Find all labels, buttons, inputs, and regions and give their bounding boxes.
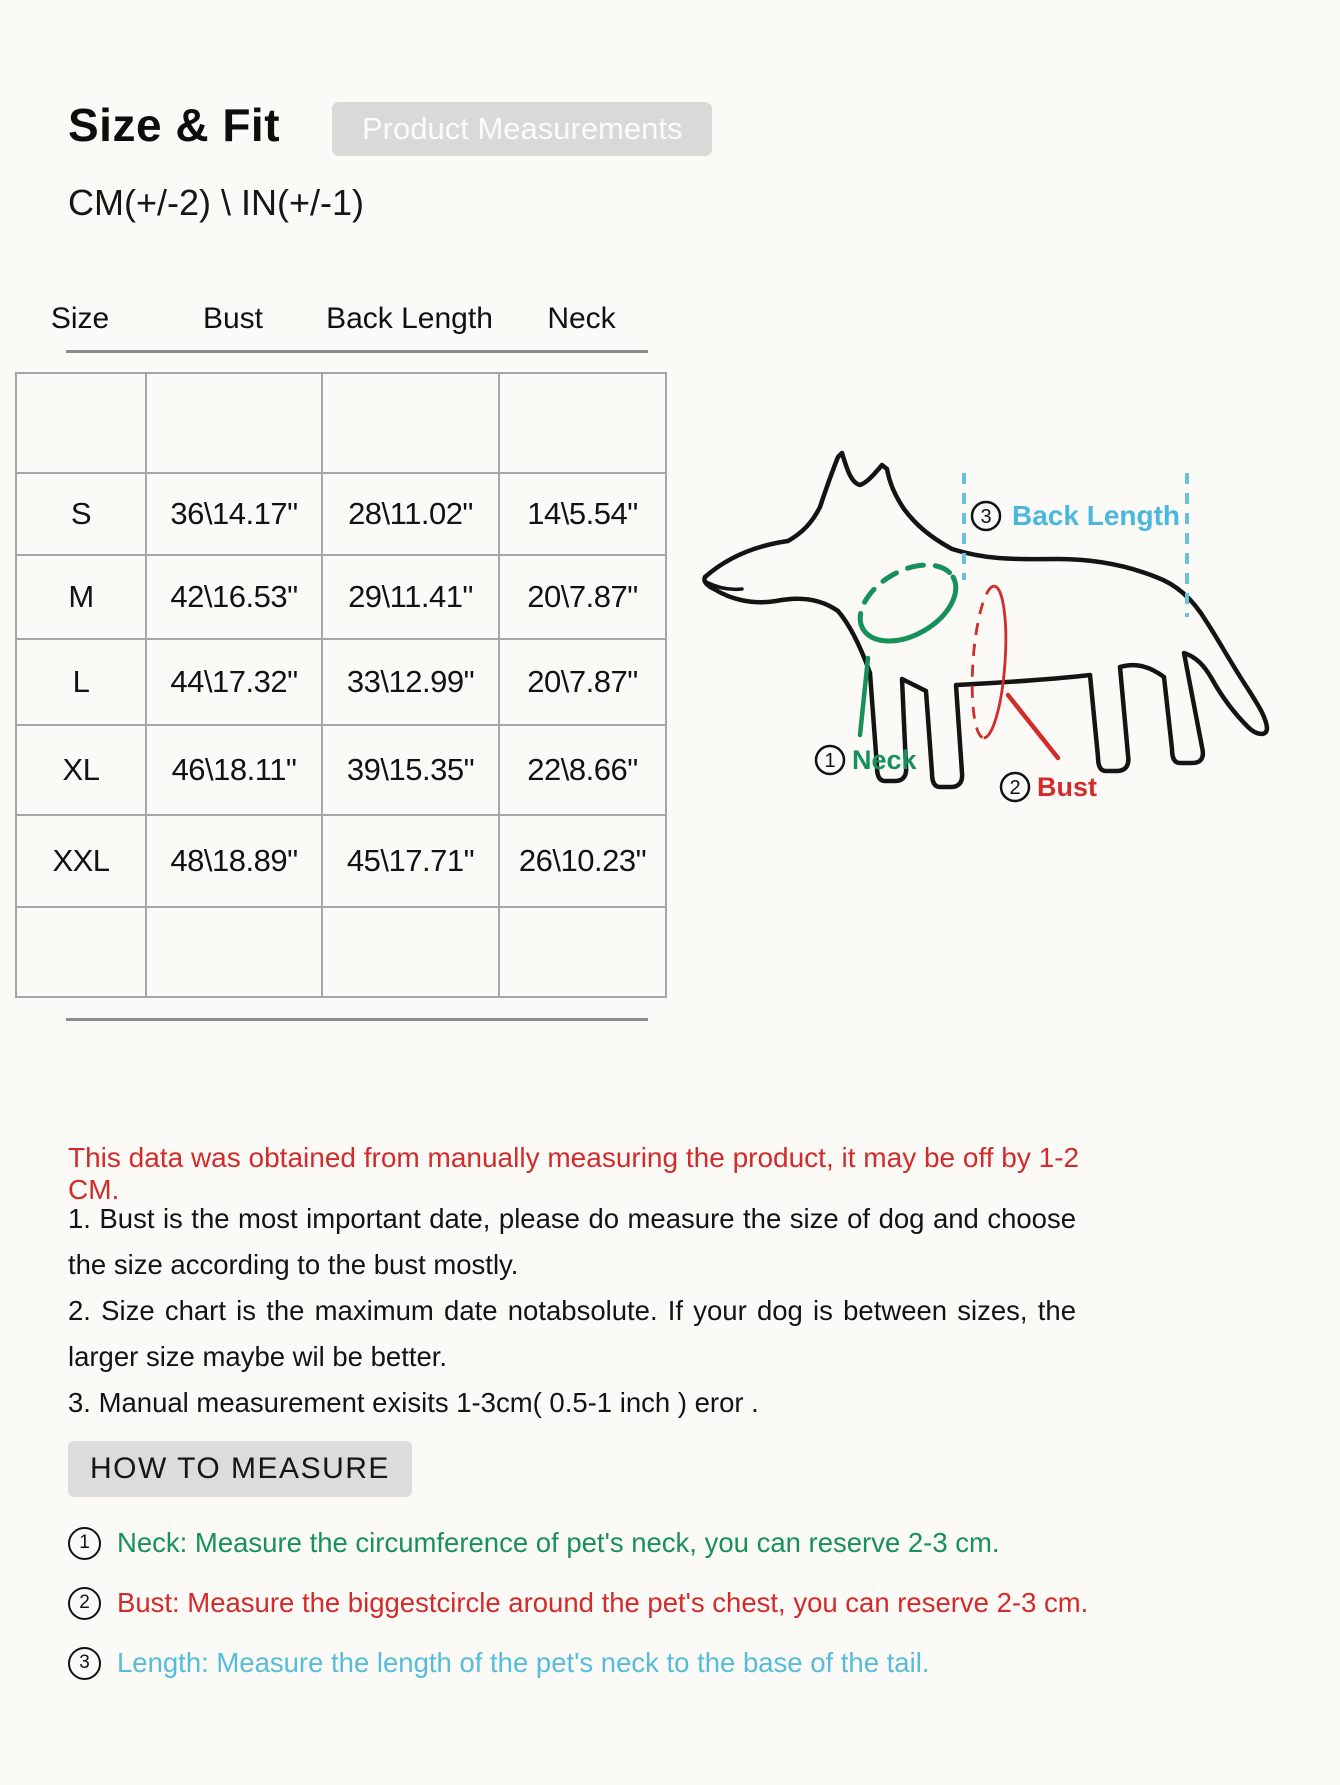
column-header-1: Bust: [202, 302, 264, 335]
table-row: [16, 555, 666, 639]
table-cell-bust: 44\17.32": [146, 639, 322, 725]
table-row: [16, 907, 666, 997]
measure-item-text: Bust: Measure the biggestcircle around the pet's chest, you can reserve 2-3 cm.: [117, 1587, 1089, 1618]
table-cell-back_length: [322, 373, 499, 473]
bust-label: Bust: [1037, 772, 1097, 802]
circled-1-number: 1: [824, 750, 836, 772]
measure-item-text: Length: Measure the length of the pet's neck to the base of the tail.: [117, 1647, 930, 1678]
table-cell-back_length: 33\12.99": [322, 639, 499, 725]
how-to-measure-heading: HOW TO MEASURE: [68, 1441, 412, 1497]
notes-list: [68, 1196, 1076, 1426]
note-item-1: 1. Bust is the most important date, please do measure the size of dog and choose the size according to the bust mostly.: [68, 1203, 1076, 1280]
measure-item-2: [68, 1586, 1088, 1620]
table-cell-bust: [146, 373, 322, 473]
table-cell-neck: [499, 907, 666, 997]
table-cell-neck: 20\7.87": [499, 639, 666, 725]
table-cell-bust: [146, 907, 322, 997]
note-item-3: 3. Manual measurement exisits 1-3cm( 0.5-1 inch ) eror .: [68, 1387, 759, 1418]
table-cell-bust: 46\18.11": [146, 725, 322, 815]
neck-ellipse-solid: [863, 577, 969, 657]
measurement-disclaimer: This data was obtained from manually measuring the product, it may be off by 1-2 CM.: [68, 1142, 1080, 1205]
circled-1-icon: 1: [68, 1527, 101, 1560]
table-cell-neck: 20\7.87": [499, 555, 666, 639]
table-cell-back_length: 45\17.71": [322, 815, 499, 907]
table-row: [16, 639, 666, 725]
product-measurements-badge: Product Measurements: [332, 102, 712, 156]
neck-label-group: [816, 745, 918, 775]
measure-item-text: Neck: Measure the circumference of pet's neck, you can reserve 2-3 cm.: [117, 1527, 1000, 1558]
header-underline: [66, 350, 648, 353]
table-row: [16, 373, 666, 473]
table-cell-bust: 36\14.17": [146, 473, 322, 555]
circled-3-icon: 3: [68, 1647, 101, 1680]
page-title: Size & Fit: [68, 99, 281, 151]
bust-label-group: [1001, 772, 1097, 802]
table-cell-size: XXL: [16, 815, 146, 907]
how-to-measure-list: [68, 1526, 1088, 1706]
note-item-2: 2. Size chart is the maximum date notabsolute. If your dog is between sizes, the larger size maybe wil be better.: [68, 1295, 1076, 1372]
size-table-body: [16, 373, 666, 997]
table-cell-size: [16, 373, 146, 473]
table-cell-back_length: 39\15.35": [322, 725, 499, 815]
table-cell-back_length: 29\11.41": [322, 555, 499, 639]
table-row: [16, 473, 666, 555]
table-cell-bust: 48\18.89": [146, 815, 322, 907]
table-cell-size: [16, 907, 146, 997]
dog-measurement-diagram: [690, 425, 1290, 825]
table-cell-neck: [499, 373, 666, 473]
bust-ellipse-solid: [984, 586, 1011, 739]
back-length-label: Back Length: [1012, 500, 1181, 531]
table-cell-size: S: [16, 473, 146, 555]
table-row: [16, 725, 666, 815]
table-cell-size: XL: [16, 725, 146, 815]
bust-pointer-line: [1008, 695, 1058, 758]
table-cell-back_length: 28\11.02": [322, 473, 499, 555]
circled-2-icon: 2: [68, 1587, 101, 1620]
table-cell-neck: 26\10.23": [499, 815, 666, 907]
column-header-3: Neck: [547, 302, 616, 335]
back-length-label-group: [972, 500, 1180, 531]
column-header-2: Back Length: [326, 302, 493, 335]
table-cell-back_length: [322, 907, 499, 997]
table-row: [16, 815, 666, 907]
table-cell-bust: 42\16.53": [146, 555, 322, 639]
bust-ellipse-dashed: [968, 585, 995, 738]
table-cell-size: M: [16, 555, 146, 639]
column-header-0: Size: [50, 302, 110, 335]
size-table: [15, 372, 667, 998]
table-bottom-rule: [66, 1018, 648, 1021]
circled-3-number: 3: [980, 506, 992, 528]
table-cell-neck: 22\8.66": [499, 725, 666, 815]
neck-label: Neck: [852, 745, 917, 775]
neck-ellipse-dashed: [847, 549, 953, 629]
neck-pointer-line: [860, 658, 868, 735]
measure-item-1: [68, 1526, 1088, 1560]
table-cell-neck: 14\5.54": [499, 473, 666, 555]
table-cell-size: L: [16, 639, 146, 725]
measure-item-3: [68, 1646, 1088, 1680]
circled-2-number: 2: [1009, 777, 1021, 799]
table-header-row: [15, 302, 665, 336]
unit-tolerance-line: CM(+/-2) \ IN(+/-1): [68, 182, 365, 223]
